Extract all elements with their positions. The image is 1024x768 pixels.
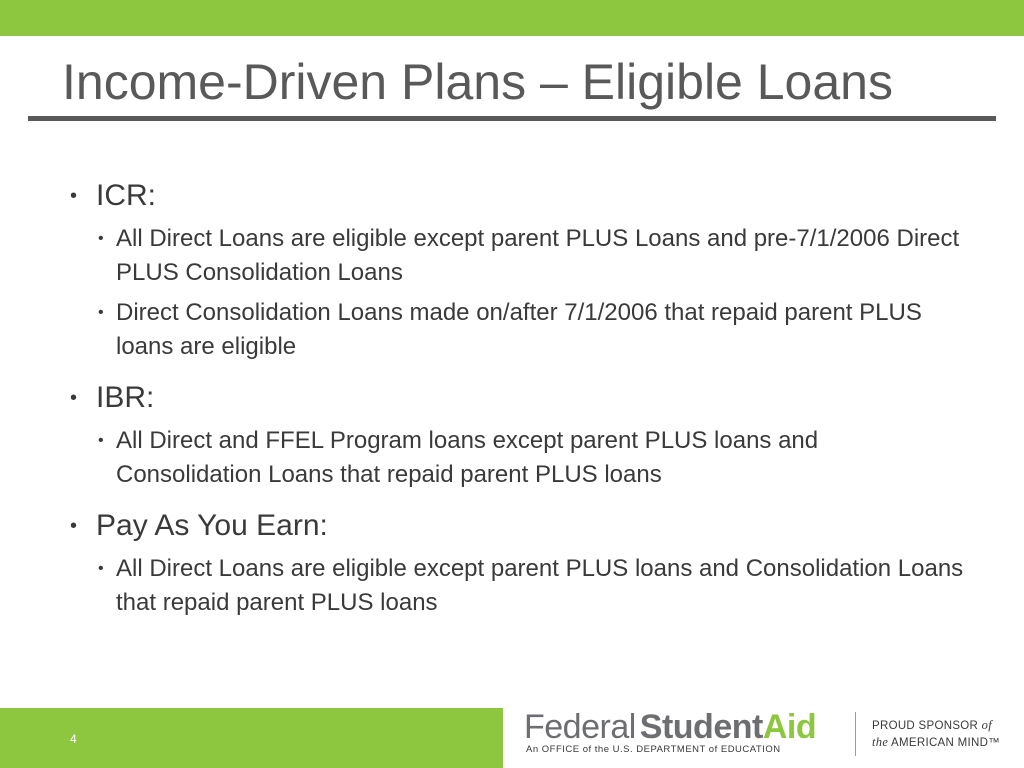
logo-aid-text: Aid xyxy=(762,708,817,746)
sponsor-italic: of xyxy=(981,718,992,732)
bullet-label: IBR: xyxy=(96,381,155,414)
sub-bullet xyxy=(70,222,970,290)
logo-tagline: An OFFICE of the U.S. DEPARTMENT of EDUCATION xyxy=(526,744,781,755)
sub-bullet-text: All Direct Loans are eligible except parent PLUS loans and Consolidation Loans that repaid parent PLUS loans xyxy=(116,555,964,616)
bullet-dot-icon: • xyxy=(98,230,104,247)
sponsor-italic: the xyxy=(872,735,889,749)
bullet-dot-icon: • xyxy=(98,432,104,449)
sponsor-line-1 xyxy=(872,717,1000,734)
sponsor-tagline xyxy=(872,717,1000,751)
slide-title: Income-Driven Plans – Eligible Loans xyxy=(62,54,893,110)
sponsor-text: AMERICAN MIND™ xyxy=(888,737,1001,749)
sub-bullet xyxy=(70,424,970,492)
sub-bullet xyxy=(70,552,970,620)
bullet-label: ICR: xyxy=(96,179,156,212)
page-number: 4 xyxy=(70,732,77,746)
bullet-dot-icon: • xyxy=(70,387,78,409)
sub-bullet-text: Direct Consolidation Loans made on/after 7/1/2006 that repaid parent PLUS loans are eligible xyxy=(116,299,922,360)
sub-bullet xyxy=(70,296,970,364)
bullet-dot-icon: • xyxy=(98,560,104,577)
logo-divider xyxy=(855,712,856,756)
slide-body xyxy=(70,176,970,620)
bullet-dot-icon: • xyxy=(98,304,104,321)
bullet-icr xyxy=(70,176,970,216)
sponsor-text: PROUD SPONSOR xyxy=(872,720,982,732)
title-underline xyxy=(28,116,996,121)
top-accent-bar xyxy=(0,0,1024,36)
sub-bullet-text: All Direct Loans are eligible except parent PLUS Loans and pre-7/1/2006 Direct PLUS Consolidation Loans xyxy=(116,225,960,286)
bullet-dot-icon: • xyxy=(70,515,78,537)
bullet-label: Pay As You Earn: xyxy=(96,509,328,542)
bullet-ibr xyxy=(70,378,970,418)
sponsor-line-2 xyxy=(872,734,1000,751)
bullet-dot-icon: • xyxy=(70,185,78,207)
logo-student-text: Student xyxy=(639,708,763,746)
logo-wordmark xyxy=(524,708,816,746)
bullet-pay-as-you-earn xyxy=(70,506,970,546)
logo-federal-text: Federal xyxy=(524,708,636,746)
sub-bullet-text: All Direct and FFEL Program loans except parent PLUS loans and Consolidation Loans that repaid parent PLUS loans xyxy=(116,427,819,488)
federal-student-aid-logo xyxy=(524,708,844,760)
